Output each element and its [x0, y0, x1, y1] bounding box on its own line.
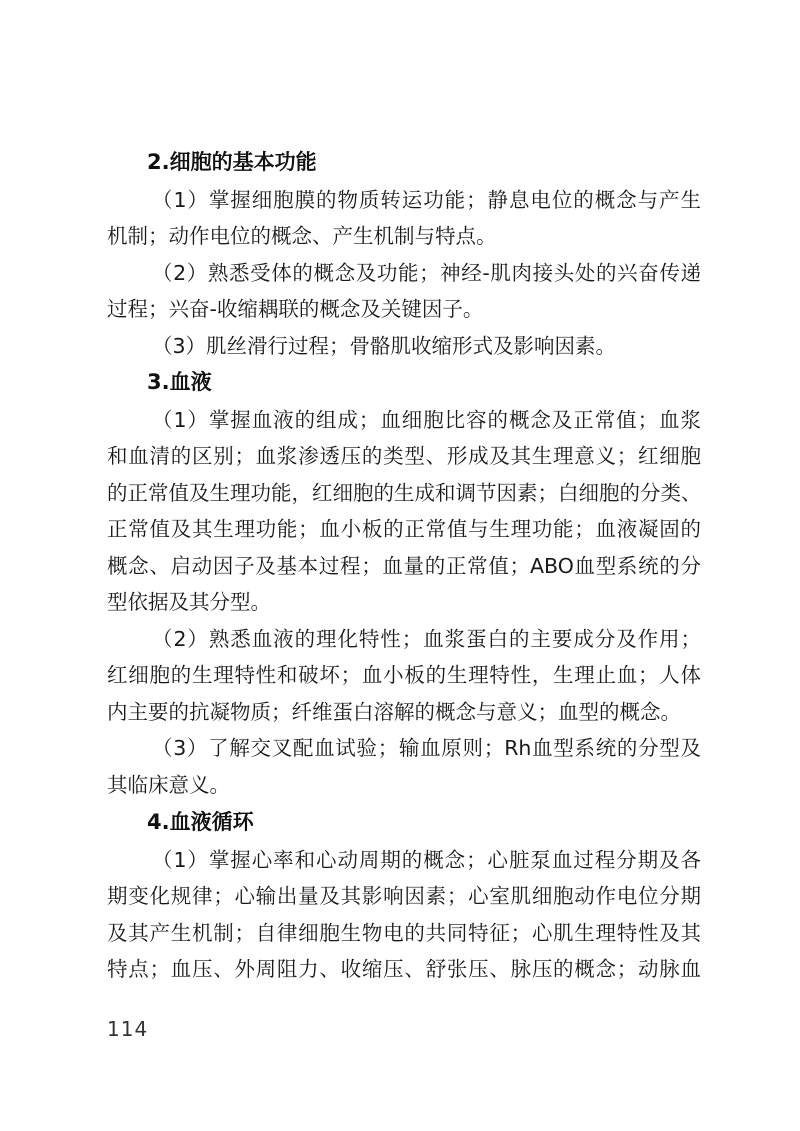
paragraph-line: （3）了解交叉配血试验；输血原则；Rh血型系统的分型及	[152, 736, 701, 760]
paragraph-line: 概念、启动因子及基本过程；血量的正常值；ABO血型系统的分	[107, 554, 701, 578]
paragraph-line: （1）掌握血液的组成；血细胞比容的概念及正常值；血浆	[152, 408, 701, 432]
paragraph-line: 正常值及其生理功能；血小板的正常值与生理功能；血液凝固的	[107, 517, 701, 541]
paragraph-line: （3）肌丝滑行过程；骨骼肌收缩形式及影响因素。	[152, 334, 617, 358]
paragraph-line: 内主要的抗凝物质；纤维蛋白溶解的概念与意义；血型的概念。	[107, 700, 681, 724]
paragraph-line: 和血清的区别；血浆渗透压的类型、形成及其生理意义；红细胞	[107, 444, 701, 468]
page-number: 114	[107, 1017, 149, 1041]
paragraph-line: （1）掌握心率和心动周期的概念；心脏泵血过程分期及各	[152, 848, 701, 872]
section-heading: 2.细胞的基本功能	[147, 150, 317, 174]
paragraph-line: （2）熟悉受体的概念及功能；神经-肌肉接头处的兴奋传递	[152, 261, 701, 285]
paragraph-line: 型依据及其分型。	[107, 590, 271, 614]
section-heading: 4.血液循环	[147, 810, 254, 834]
paragraph-line: 红细胞的生理特性和破坏；血小板的生理特性，生理止血；人体	[107, 663, 701, 687]
paragraph-line: （2）熟悉血液的理化特性；血浆蛋白的主要成分及作用；	[152, 627, 701, 651]
paragraph-line: 及其产生机制；自律细胞生物电的共同特征；心肌生理特性及其	[107, 921, 701, 945]
section-heading: 3.血液	[147, 370, 212, 394]
paragraph-line: （1）掌握细胞膜的物质转运功能；静息电位的概念与产生	[152, 188, 701, 212]
paragraph-line: 特点；血压、外周阻力、收缩压、舒张压、脉压的概念；动脉血	[107, 957, 701, 981]
paragraph-line: 期变化规律；心输出量及其影响因素；心室肌细胞动作电位分期	[107, 884, 701, 908]
paragraph-line: 的正常值及生理功能，红细胞的生成和调节因素；白细胞的分类、	[107, 481, 702, 505]
paragraph-line: 机制；动作电位的概念、产生机制与特点。	[107, 224, 497, 248]
paragraph-line: 过程；兴奋-收缩耦联的概念及关键因子。	[107, 297, 484, 321]
paragraph-line: 其临床意义。	[107, 773, 230, 797]
